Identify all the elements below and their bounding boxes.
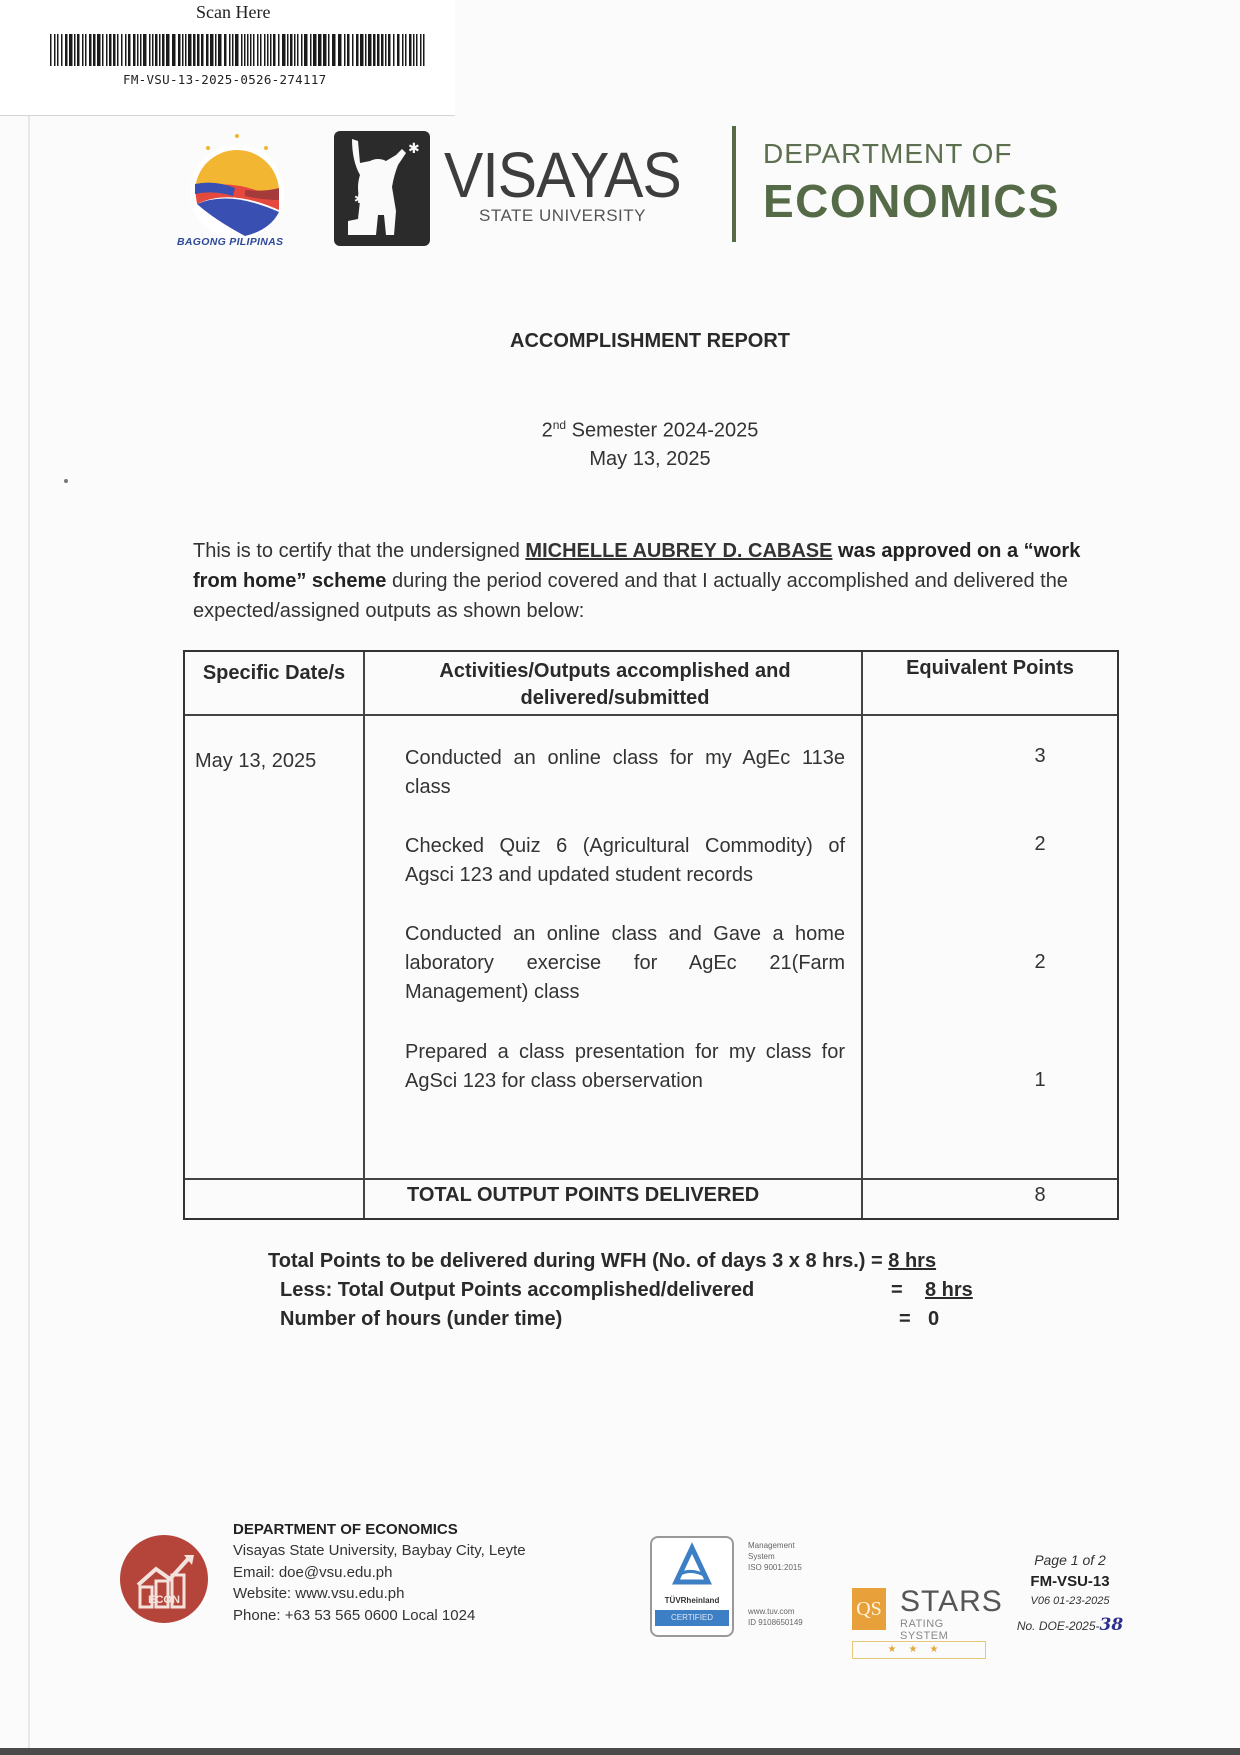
col-divider [861, 652, 863, 1184]
barcode-bar [117, 34, 119, 66]
footer-website[interactable]: Website: www.vsu.edu.ph [233, 1585, 405, 1602]
barcode-bar [381, 34, 384, 66]
col-divider [363, 652, 365, 1218]
dept-name: ECONOMICS [763, 175, 1061, 227]
barcode-bar [97, 34, 101, 66]
barcode-bar [338, 34, 342, 66]
barcode-bar [172, 34, 176, 66]
tuv-brand: TÜVRheinland [664, 1596, 720, 1605]
barcode-bar [409, 34, 412, 66]
footer-phone: Phone: +63 53 565 0600 Local 1024 [233, 1607, 476, 1624]
barcode-bar [420, 34, 422, 66]
barcode-bar [318, 34, 322, 66]
barcode-bar [61, 34, 63, 66]
barcode-bar [278, 34, 280, 66]
page-bottom-edge [0, 1748, 1240, 1755]
document-number [1000, 1615, 1140, 1635]
barcode-bar [423, 34, 425, 66]
summary-less-value [925, 1279, 973, 1302]
barcode-bar [244, 34, 246, 66]
dept-of-text: DEPARTMENT OF [763, 138, 1013, 169]
barcode-bar [201, 34, 204, 66]
activity-1: Conducted an online class for my AgEc 113e class [405, 747, 845, 798]
doc-no-handwritten: 38 [1099, 1615, 1124, 1635]
accomplishment-table [183, 650, 1119, 1220]
barcode-bar [257, 34, 259, 66]
header-activities: Activities/Outputs accomplished and delivered/submitted [439, 660, 791, 709]
barcode-bar [290, 34, 293, 66]
barcode-bar [178, 34, 181, 66]
barcode-bar [229, 34, 231, 66]
page-edge [28, 110, 30, 1750]
vsu-logo-mark [334, 131, 430, 246]
semester-ordinal: 2 [541, 419, 553, 442]
barcode-bar [50, 34, 52, 66]
cert-lead: This is to certify that the undersigned [193, 540, 526, 562]
barcode-bar [182, 34, 184, 66]
barcode-bar [267, 34, 269, 66]
barcode-id: FM-VSU-13-2025-0526-274117 [123, 72, 327, 87]
barcode-bar [206, 34, 209, 66]
col-divider [861, 1184, 863, 1218]
cert-rest: during the period covered and that I actually accomplished and delivered the expected/assigned outputs as shown below: [193, 570, 1068, 622]
barcode-bar [215, 34, 217, 66]
tuv-triangle-icon [652, 1538, 732, 1596]
barcode-bar [69, 34, 73, 66]
activity-3: Conducted an online class and Gave a home laboratory exercise for AgEc 21(Farm Management) class [405, 923, 845, 1003]
barcode-bar [301, 34, 303, 66]
barcode-bar [166, 34, 170, 66]
points-4: 1 [1034, 1069, 1046, 1091]
barcode-bar [235, 34, 239, 66]
barcode-sticker [0, 0, 455, 116]
header-date: Specific Date/s [202, 662, 346, 684]
barcode-bar [54, 34, 56, 66]
form-code: FM-VSU-13 [1030, 1573, 1110, 1590]
barcode-bar [385, 34, 387, 66]
summary-line-total [268, 1250, 936, 1273]
barcode-icon [50, 34, 428, 66]
bagong-pilipinas-text: BAGONG PILIPINAS [177, 236, 284, 248]
tuv-web-2: ID 9108650149 [748, 1618, 803, 1627]
summary-undertime-value: 0 [928, 1308, 940, 1330]
barcode-bar [356, 34, 359, 66]
scan-here-label: Scan Here [196, 2, 271, 22]
vsu-figure-icon [334, 131, 430, 246]
barcode-bar [128, 34, 131, 66]
barcode-bar [282, 34, 286, 66]
total-divider-line [185, 1178, 1117, 1180]
barcode-bar [133, 34, 136, 66]
barcode-bar [273, 34, 276, 66]
svg-text:✱: ✱ [408, 140, 420, 156]
barcode-bar [218, 34, 222, 66]
barcode-bar [260, 34, 262, 66]
header-divider-line [185, 714, 1117, 716]
summary-less-label: Less: Total Output Points accomplished/delivered [280, 1279, 755, 1301]
header-points: Equivalent Points [906, 657, 1074, 679]
cert-approved: was approved on a “work from home” scheme [193, 540, 1081, 592]
barcode-bar [155, 34, 158, 66]
barcode-bar [416, 34, 418, 66]
barcode-bar [82, 34, 84, 66]
barcode-bar [137, 34, 139, 66]
barcode-bar [253, 34, 255, 66]
qs-star-rating: ★★★ [852, 1641, 986, 1659]
barcode-bar [313, 34, 317, 66]
semester-suffix: nd [552, 418, 567, 432]
barcode-bar [365, 34, 367, 66]
barcode-bar [159, 34, 161, 66]
tuv-certification-badge [650, 1536, 826, 1636]
barcode-bar [162, 34, 165, 66]
barcode-bar [85, 34, 87, 66]
barcode-bar [193, 34, 196, 66]
barcode-bar [405, 34, 407, 66]
summary-total-label: Total Points to be delivered during WFH (No. of days 3 x 8 hrs.) = [268, 1250, 889, 1272]
barcode-bar [106, 34, 108, 66]
qs-stars-badge [852, 1585, 1003, 1665]
tuv-system-2: System [748, 1552, 775, 1561]
barcode-bar [140, 34, 142, 66]
tuv-logo [650, 1536, 734, 1637]
barcode-bar [344, 34, 346, 66]
barcode-bar [264, 34, 266, 66]
barcode-bar [360, 34, 364, 66]
doc-no-prefix: No. DOE-2025- [1016, 1619, 1100, 1633]
barcode-bar [247, 34, 249, 66]
econ-logo-text: ECON [148, 1594, 180, 1606]
barcode-bar [304, 34, 308, 66]
barcode-bar [185, 34, 187, 66]
barcode-bar [149, 34, 151, 66]
econ-logo [120, 1535, 208, 1623]
barcode-bar [373, 34, 376, 66]
tuv-system-3: ISO 9001:2015 [748, 1563, 802, 1572]
barcode-bar [210, 34, 214, 66]
barcode-bar [152, 34, 154, 66]
barcode-bar [413, 34, 415, 66]
barcode-bar [197, 34, 200, 66]
barcode-bar [241, 34, 243, 66]
report-date: May 13, 2025 [589, 448, 711, 470]
barcode-bar [310, 34, 312, 66]
barcode-bar [368, 34, 372, 66]
barcode-bar [113, 34, 116, 66]
tuv-web-1: www.tuv.com [748, 1607, 795, 1616]
barcode-bar [294, 34, 296, 66]
total-value: 8 [1034, 1184, 1046, 1206]
scan-speck [64, 479, 68, 483]
barcode-bar [287, 34, 289, 66]
barcode-bar [352, 34, 354, 66]
barcode-bar [74, 34, 76, 66]
points-3: 2 [1034, 951, 1046, 973]
total-label: TOTAL OUTPUT POINTS DELIVERED [407, 1184, 760, 1206]
barcode-bar [297, 34, 299, 66]
summary-less-eq: = [891, 1279, 903, 1301]
points-2: 2 [1034, 833, 1046, 855]
report-title: ACCOMPLISHMENT REPORT [510, 330, 790, 352]
barcode-bar [347, 34, 350, 66]
row-date: May 13, 2025 [195, 750, 317, 772]
barcode-bar [57, 34, 59, 66]
barcode-bar [250, 34, 252, 66]
qs-logo: QS [852, 1588, 886, 1630]
barcode-bar [224, 34, 227, 66]
barcode-bar [393, 34, 395, 66]
barcode-bar [388, 34, 391, 66]
qs-stars-text: STARS [900, 1585, 1003, 1618]
employee-name: MICHELLE AUBREY D. CABASE [525, 540, 833, 562]
semester-text: Semester 2024-2025 [566, 419, 759, 442]
barcode-bar [232, 34, 234, 66]
barcode-bar [89, 34, 92, 66]
header-divider [732, 126, 736, 242]
barcode-bar [109, 34, 112, 66]
tuv-system-1: Management [748, 1541, 795, 1550]
summary-undertime-label: Number of hours (under time) [280, 1308, 563, 1330]
barcode-bar [332, 34, 336, 66]
university-name: VISAYAS [444, 139, 681, 211]
summary-less-value-text: 8 hrs [925, 1279, 973, 1301]
barcode-bar [102, 34, 104, 66]
footer-dept: DEPARTMENT OF ECONOMICS [233, 1521, 458, 1538]
footer-email[interactable]: Email: doe@vsu.edu.ph [233, 1564, 393, 1581]
barcode-bar [188, 34, 192, 66]
certification-paragraph [193, 536, 1113, 626]
tuv-certified: CERTIFIED [655, 1610, 729, 1626]
summary-total-value: 8 hrs [888, 1250, 937, 1272]
barcode-bar [402, 34, 404, 66]
page-number: Page 1 of 2 [1034, 1552, 1106, 1568]
form-version: V06 01-23-2025 [1030, 1595, 1110, 1607]
activity-4: Prepared a class presentation for my class for AgSci 123 for class oberservation [405, 1041, 845, 1092]
university-subtitle: STATE UNIVERSITY [479, 206, 647, 225]
semester-line [0, 418, 1240, 443]
barcode-bar [77, 34, 80, 66]
barcode-bar [377, 34, 380, 66]
svg-text:✱: ✱ [354, 192, 365, 206]
econ-chart-icon [120, 1535, 208, 1623]
barcode-bar [93, 34, 96, 66]
barcode-bar [397, 34, 400, 66]
activity-2: Checked Quiz 6 (Agricultural Commodity) of Agsci 123 and updated student records [405, 835, 845, 886]
points-1: 3 [1034, 745, 1046, 767]
footer-address: Visayas State University, Baybay City, Leyte [233, 1542, 526, 1559]
bagong-pilipinas-logo [175, 130, 300, 250]
summary-undertime-eq: = [899, 1308, 911, 1330]
barcode-bar [270, 34, 272, 66]
barcode-bar [125, 34, 127, 66]
barcode-bar [143, 34, 147, 66]
qs-rating-text: RATING SYSTEM [900, 1618, 949, 1642]
barcode-bar [323, 34, 327, 66]
barcode-bar [328, 34, 330, 66]
barcode-bar [65, 34, 68, 66]
barcode-bar [121, 34, 123, 66]
